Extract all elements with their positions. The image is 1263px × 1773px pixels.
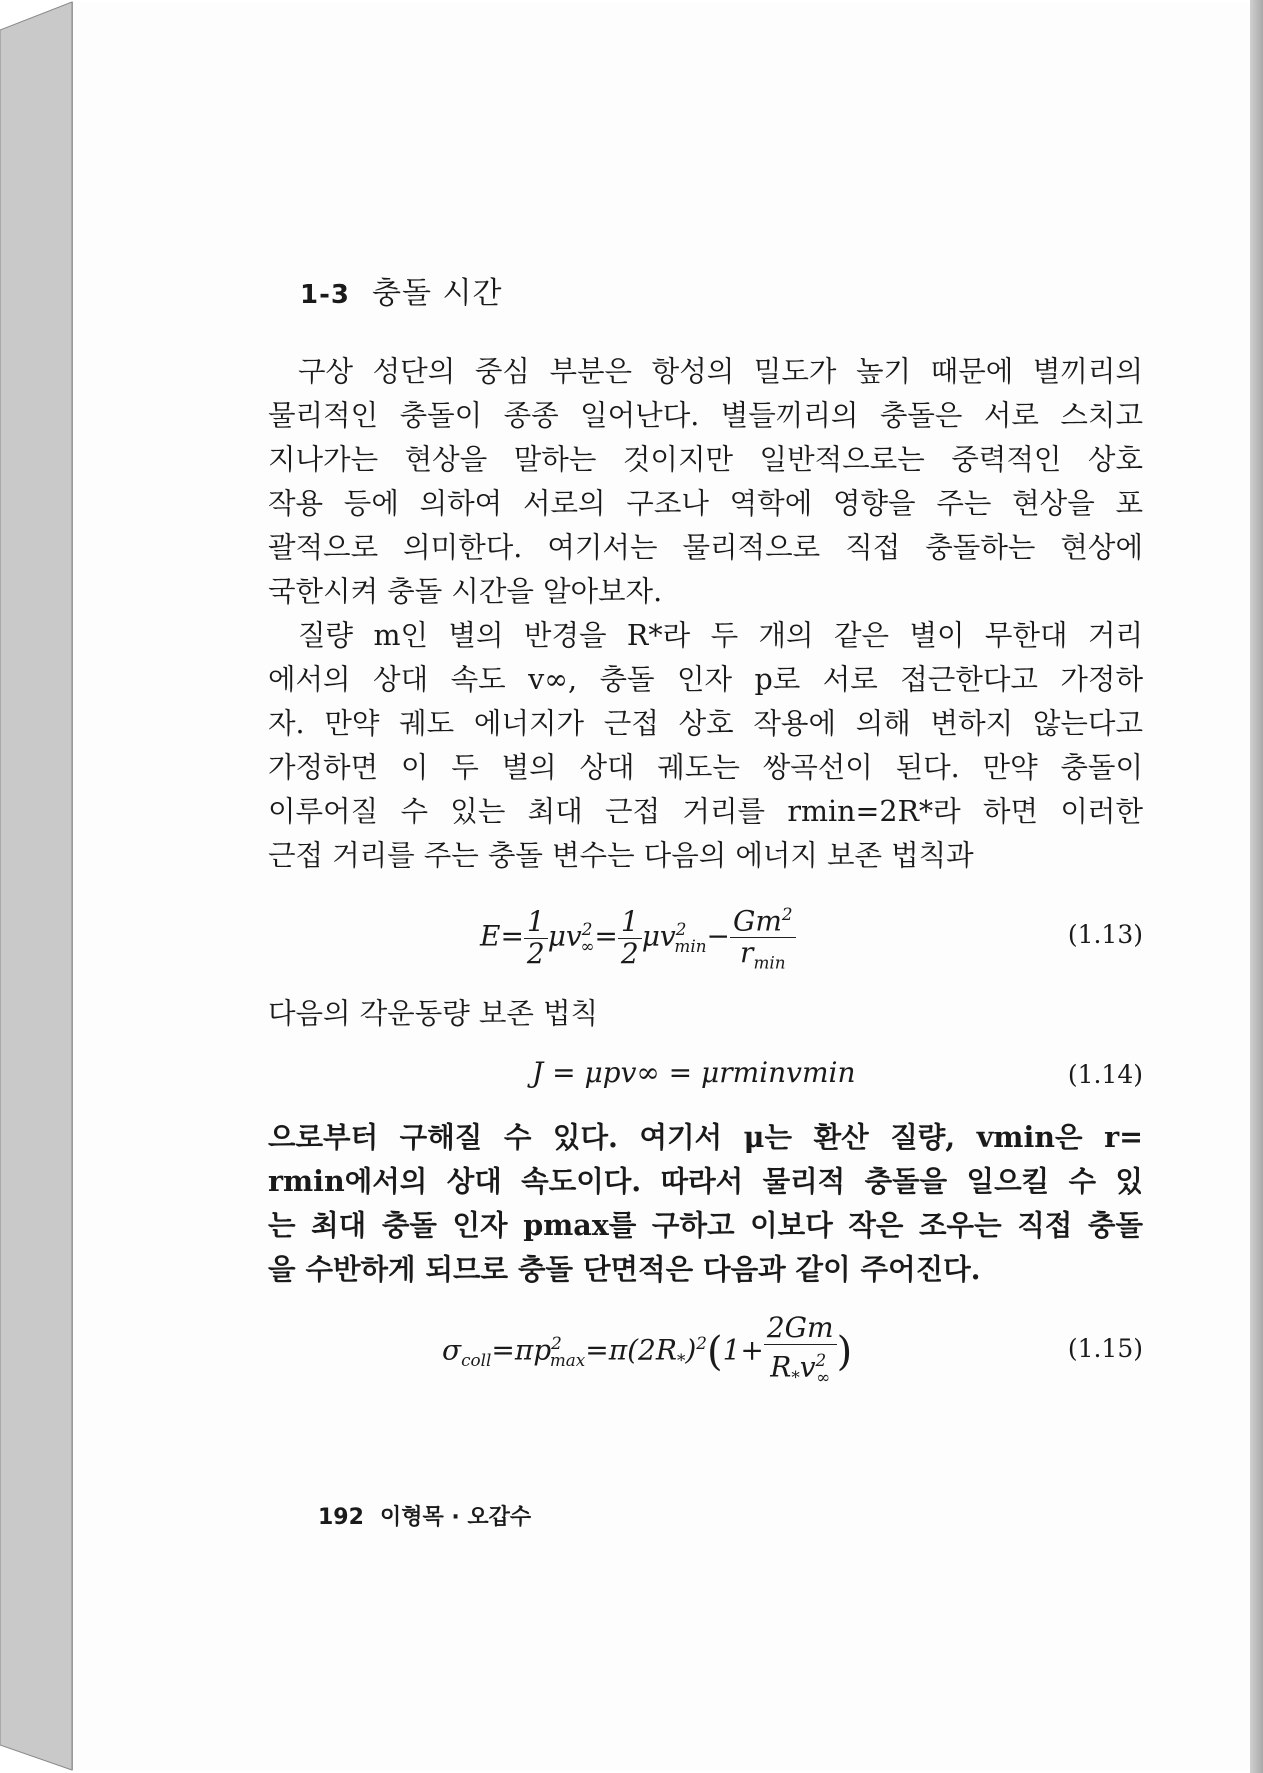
text-line: 물리적인 충돌이 종종 일어난다. 별들끼리의 충돌은 서로 스치고 [268,399,1143,432]
equation-number: (1.14) [1067,1060,1143,1089]
page-number: 192 [318,1505,364,1530]
paragraph-1 [268,350,1143,614]
footer-authors: 이형목 · 오갑수 [379,1505,532,1530]
text-line: 에서의 상대 속도 v∞, 충돌 인자 p로 서로 접근한다고 가정하 [268,663,1143,696]
text-line: 자. 만약 궤도 에너지가 근접 상호 작용에 의해 변하지 않는다고 [268,707,1143,740]
angular-momentum-formula: J = μpv∞ = μrminvmin [532,1056,856,1089]
text-line: 가정하면 이 두 별의 상대 궤도는 쌍곡선이 된다. 만약 충돌이 [268,751,1143,784]
text-line: 구상 성단의 중심 부분은 항성의 밀도가 높기 때문에 별끼리의 [298,355,1143,388]
text-line: 괄적으로 의미한다. 여기서는 물리적으로 직접 충돌하는 현상에 [268,531,1143,564]
section-heading [300,268,502,312]
paragraph-3 [268,992,1143,1036]
equation-number: (1.13) [1067,920,1143,949]
text-line: 을 수반하게 되므로 충돌 단면적은 다음과 같이 주어진다. [268,1252,981,1286]
section-number: 1-3 [300,280,350,310]
text-line: 국한시켜 충돌 시간을 알아보자. [268,575,663,608]
energy-formula: E= $\frac{1}{2}$ $\mu v^2_\infty=$ $\frac{1}{2}$ $\mu v^2_{min}-$ $\frac{Gm^2}{r_{min}}$ [480,898,796,978]
text-line: 이루어질 수 있는 최대 근접 거리를 rmin=2R*라 하면 이러한 [268,795,1143,828]
text-line: 근접 거리를 주는 충돌 변수는 다음의 에너지 보존 법칙과 [268,839,974,872]
equation-1-14 [268,1050,1143,1100]
text-line: 지나가는 현상을 말하는 것이지만 일반적으로는 중력적인 상호 [268,443,1143,476]
equation-1-13 [268,898,1143,978]
page-footer [318,1500,531,1531]
cross-section-formula: $\sigma_{coll}=\pi p^2_{max}=\pi(2R_*)^2(1+$ $\frac{2Gm}{R_*v^2_\infty}$ ) [442,1311,853,1387]
section-title: 충돌 시간 [371,276,503,311]
text-line: 다음의 각운동량 보존 법칙 [268,997,599,1030]
text-line: 는 최대 충돌 인자 pmax를 구하고 이보다 작은 조우는 직접 충돌 [268,1208,1143,1242]
text-line: 질량 m인 별의 반경을 R*라 두 개의 같은 별이 무한대 거리 [298,619,1143,652]
text-line: 작용 등에 의하여 서로의 구조나 역학에 영향을 주는 현상을 포 [268,487,1143,520]
text-line: 으로부터 구해질 수 있다. 여기서 μ는 환산 질량, vmin은 r= [268,1120,1143,1154]
paragraph-2 [268,614,1143,878]
equation-1-15 [268,1312,1143,1392]
page-shadow [1250,0,1263,1773]
paragraph-4 [268,1115,1143,1291]
book-page [72,2,1260,1770]
equation-number: (1.15) [1067,1334,1143,1363]
text-line: rmin에서의 상대 속도이다. 따라서 물리적 충돌을 일으킬 수 있 [268,1164,1143,1198]
